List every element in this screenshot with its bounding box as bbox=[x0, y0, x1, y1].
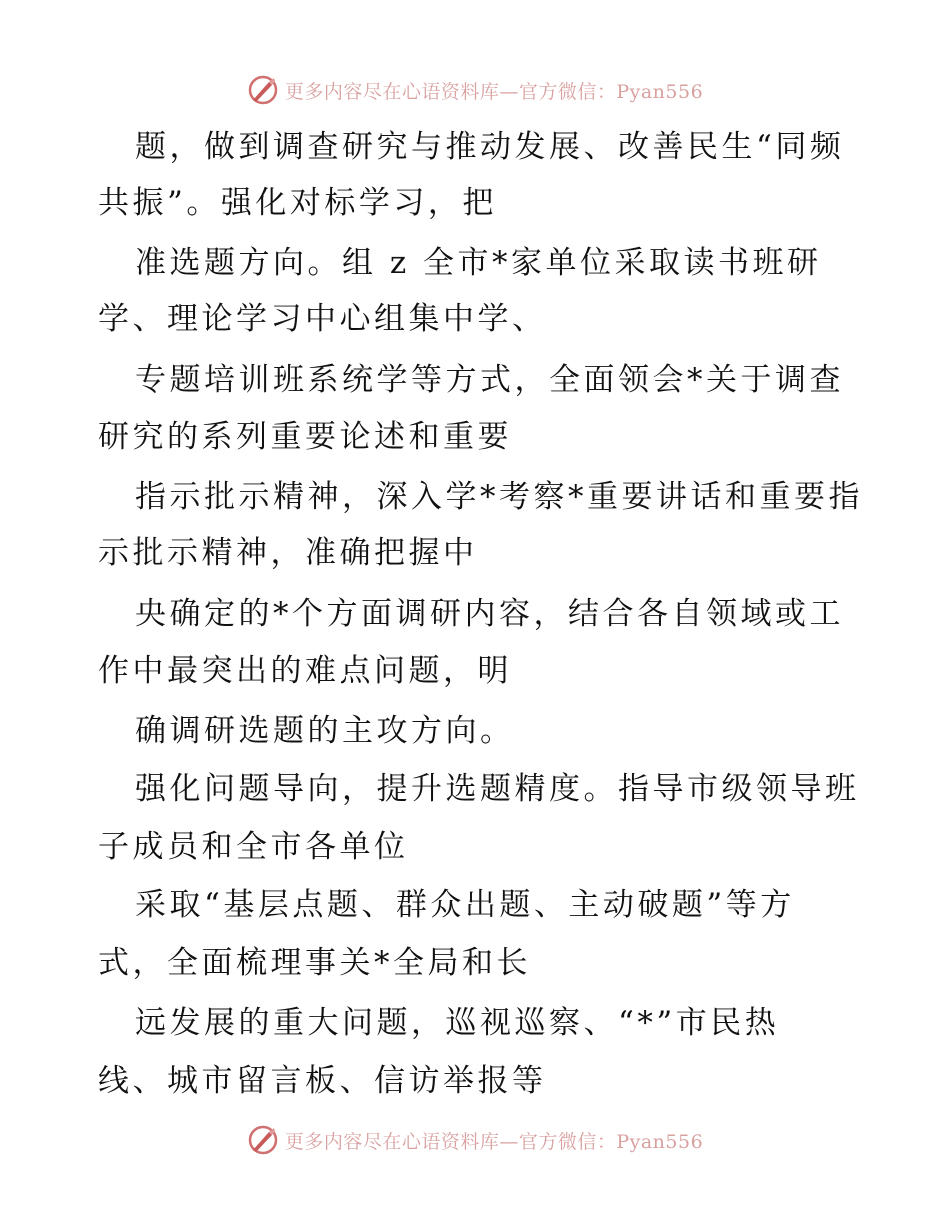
watermark-text: 更多内容尽在心语资料库—官方微信：Pyan556 bbox=[284, 1130, 704, 1153]
text-line: 准选题方向。组 z 全市*家单位采取读书班研 bbox=[135, 245, 822, 281]
text-line: 指示批示精神，深入学*考察*重要讲话和重要指 bbox=[135, 479, 863, 515]
quill-pen-logo-icon bbox=[247, 74, 279, 106]
text-line: 专题培训班系统学等方式，全面领会*关于调查 bbox=[135, 362, 844, 398]
quill-pen-logo-icon bbox=[247, 1124, 279, 1156]
text-line: 线、城市留言板、信访举报等 bbox=[98, 1063, 547, 1099]
text-line: 题，做到调查研究与推动发展、改善民生“同频 bbox=[135, 129, 845, 165]
text-line: 远发展的重大问题，巡视巡察、“*”市民热 bbox=[135, 1005, 780, 1041]
text-line: 采取“基层点题、群众出题、主动破题”等方 bbox=[135, 887, 795, 923]
text-line: 强化问题导向，提升选题精度。指导市级领导班 bbox=[135, 771, 860, 807]
footer-watermark bbox=[0, 1120, 950, 1160]
text-line: 作中最突出的难点问题，明 bbox=[98, 653, 512, 689]
text-line: 确调研选题的主攻方向。 bbox=[135, 713, 515, 749]
header-watermark bbox=[0, 70, 950, 110]
text-line: 式，全面梳理事关*全局和长 bbox=[98, 945, 531, 981]
text-line: 共振”。强化对标学习，把 bbox=[98, 185, 497, 221]
text-line: 示批示精神，准确把握中 bbox=[98, 535, 478, 571]
text-line: 央确定的*个方面调研内容，结合各自领域或工 bbox=[135, 596, 844, 632]
text-line: 研究的系列重要论述和重要 bbox=[98, 419, 512, 455]
watermark-text: 更多内容尽在心语资料库—官方微信：Pyan556 bbox=[284, 80, 704, 103]
text-line: 学、理论学习中心组集中学、 bbox=[98, 301, 547, 337]
text-line: 子成员和全市各单位 bbox=[98, 829, 409, 865]
